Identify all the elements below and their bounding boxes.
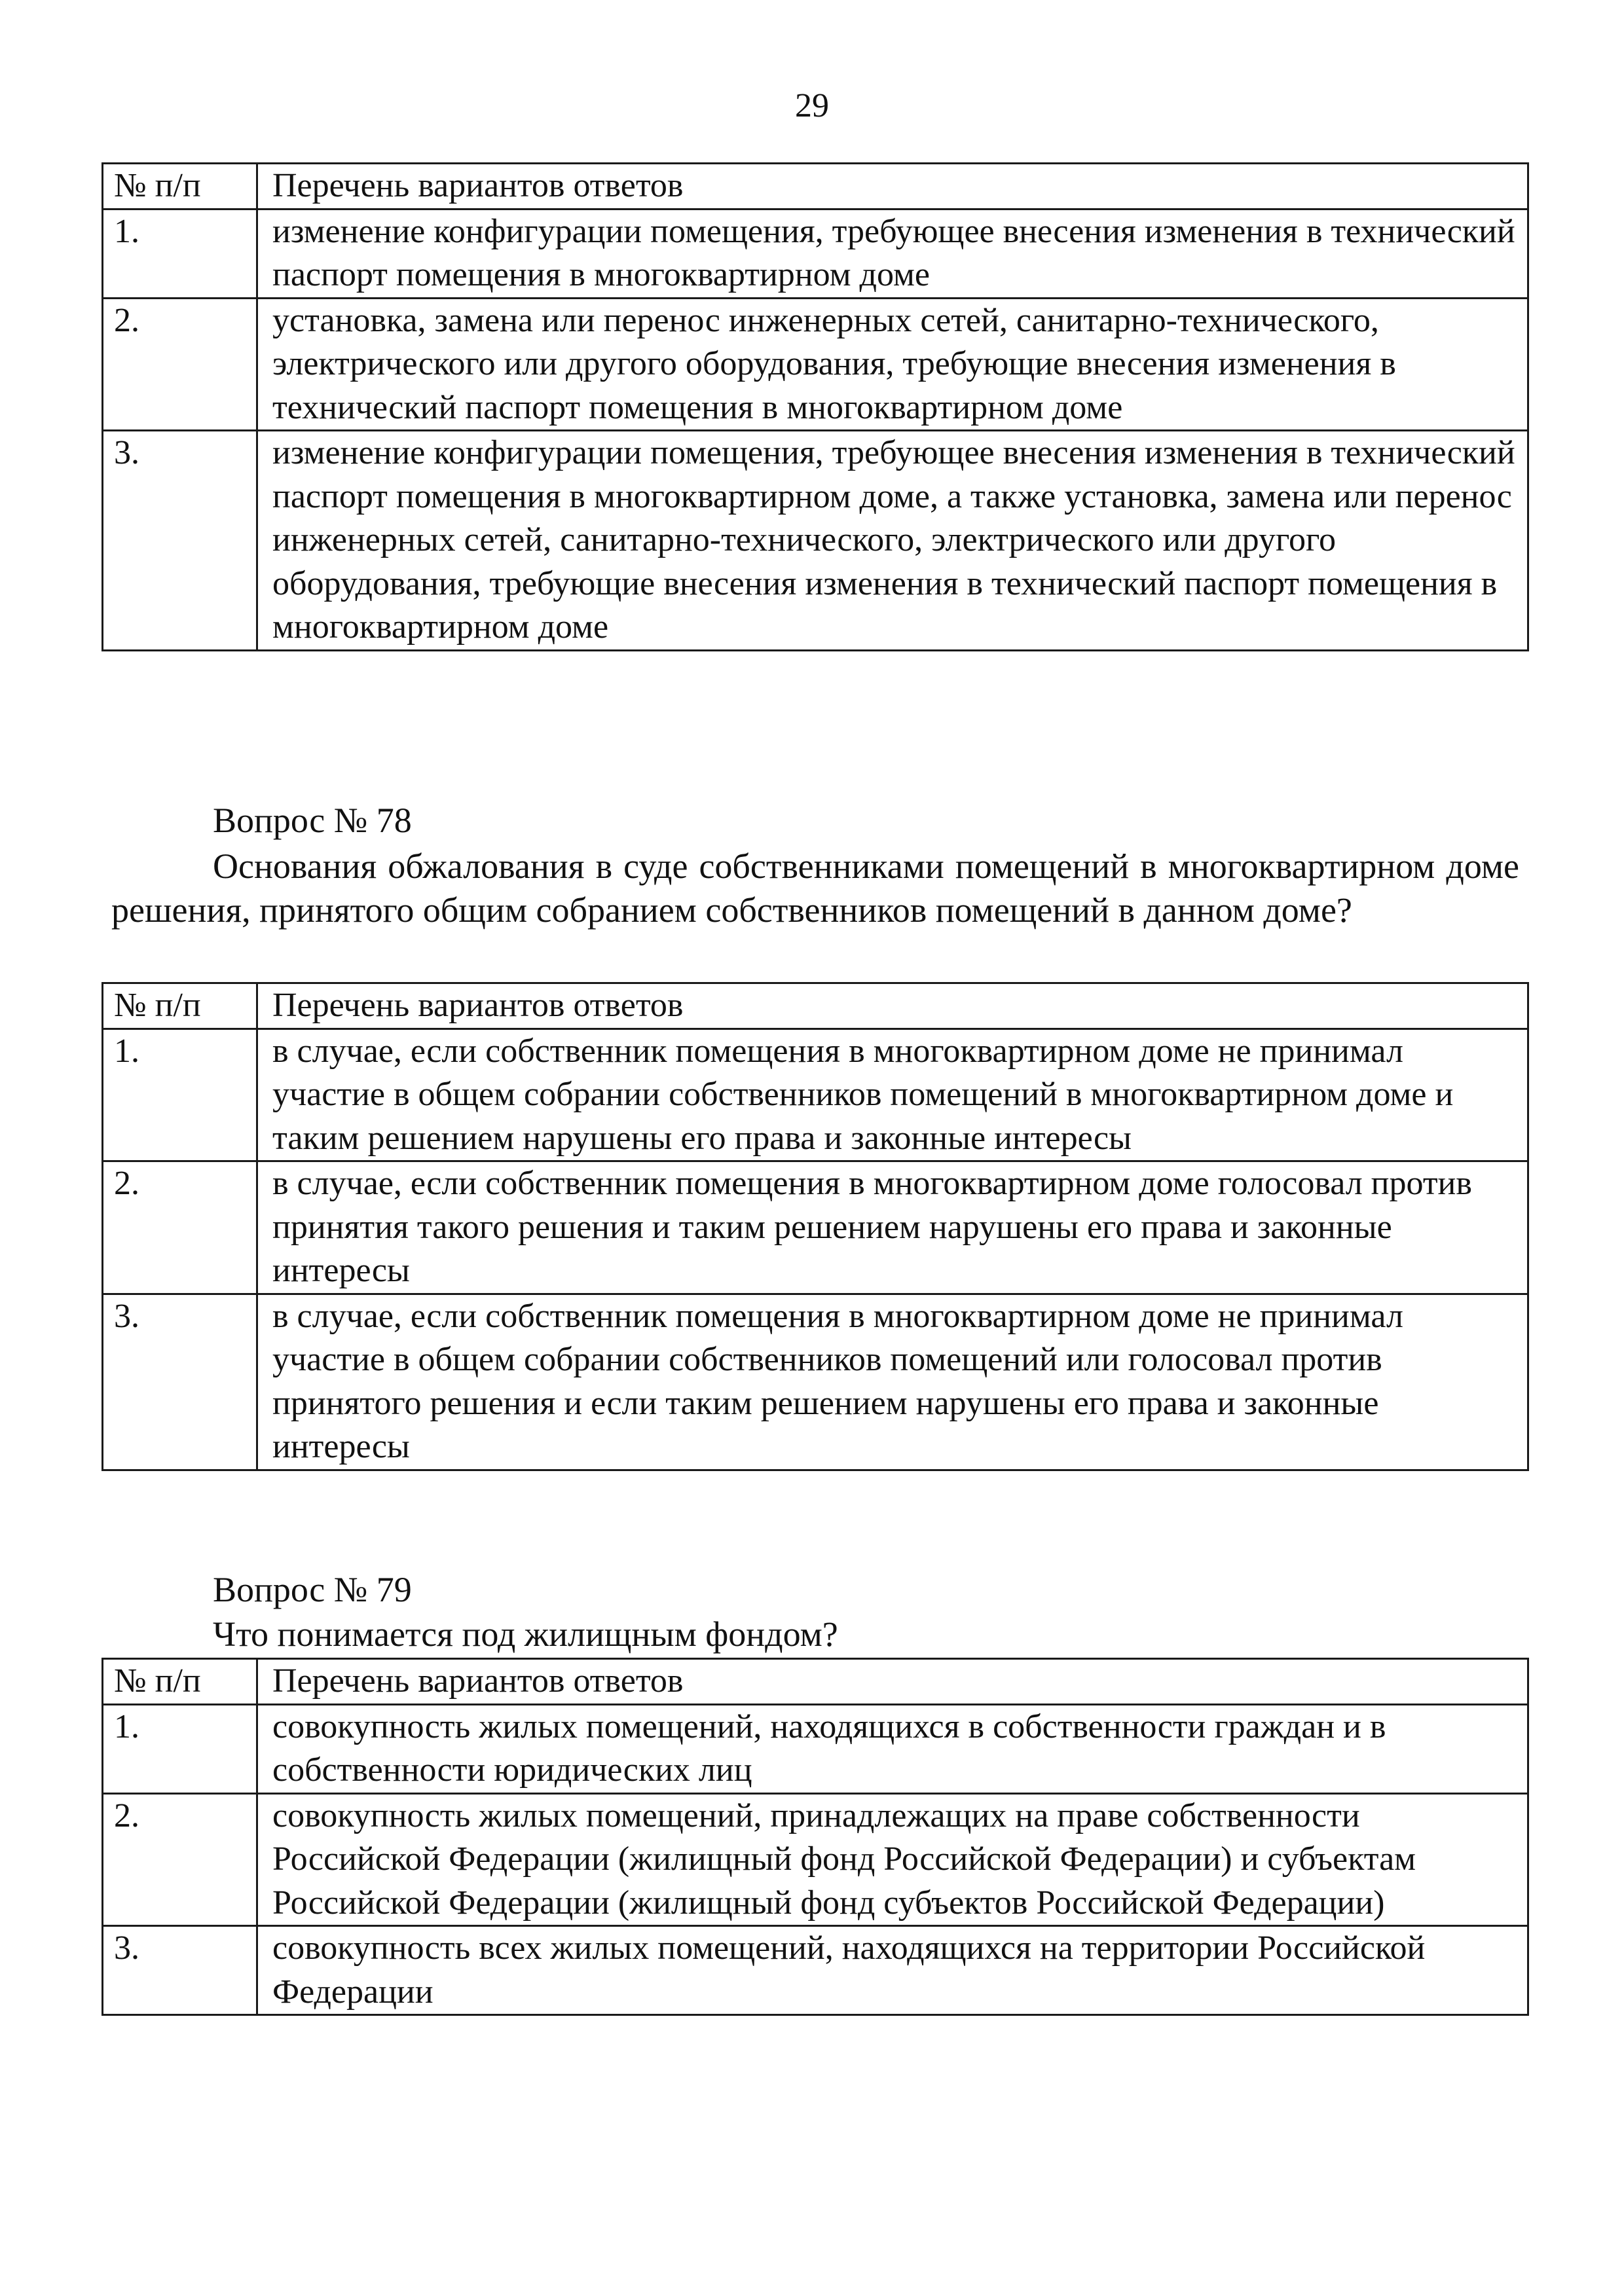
row-text: в случае, если собственник помещения в многоквартирном доме не принимал участие в общем собрании собственников помещений в многоквартирном доме и таким решением нарушены его права и законные интересы <box>257 1029 1528 1161</box>
question-79-text: Что понимается под жилищным фондом? <box>213 1614 838 1654</box>
row-text: в случае, если собственник помещения в многоквартирном доме голосовал против принятия такого решения и таким решением нарушены его права и законные интересы <box>257 1161 1528 1294</box>
question-78-text: Основания обжалования в суде собственниками помещений в многоквартирном доме решения, принятого общим собранием собственников помещений в данном доме? <box>111 847 1519 930</box>
row-text: в случае, если собственник помещения в многоквартирном доме не принимал участие в общем собрании собственников помещений или голосовал против принятого решения и если таким решением нарушены его права и законные интересы <box>257 1294 1528 1470</box>
row-text: установка, замена или перенос инженерных сетей, санитарно-технического, электрического или другого оборудования, требующие внесения изменения в технический паспорт помещения в многоквартирном доме <box>257 298 1528 431</box>
header-num: № п/п <box>103 983 257 1029</box>
page-number: 29 <box>795 87 829 124</box>
row-num: 1. <box>103 209 257 298</box>
answers-table-q77 <box>101 162 1529 651</box>
header-answers: Перечень вариантов ответов <box>257 1659 1528 1705</box>
table-header-row <box>103 1659 1528 1705</box>
table-row <box>103 1029 1528 1161</box>
table-row <box>103 1294 1528 1470</box>
row-num: 2. <box>103 1793 257 1926</box>
row-num: 3. <box>103 431 257 651</box>
row-text: совокупность жилых помещений, находящихся в собственности граждан и в собственности юридических лиц <box>257 1704 1528 1793</box>
table-row <box>103 1161 1528 1294</box>
row-num: 1. <box>103 1029 257 1161</box>
row-text: изменение конфигурации помещения, требующее внесения изменения в технический паспорт помещения в многоквартирном доме <box>257 209 1528 298</box>
row-text: совокупность жилых помещений, принадлежащих на праве собственности Российской Федерации (жилищный фонд Российской Федерации) и субъектам Российской Федерации (жилищный фонд субъектов Российской Федерации) <box>257 1793 1528 1926</box>
row-text: изменение конфигурации помещения, требующее внесения изменения в технический паспорт помещения в многоквартирном доме, а также установка, замена или перенос инженерных сетей, санитарно-технического, электрического или другого оборудования, требующие внесения изменения в технический паспорт помещения в многоквартирном доме <box>257 431 1528 651</box>
row-num: 3. <box>103 1926 257 2015</box>
answers-table-q79 <box>101 1658 1529 2016</box>
question-79-label: Вопрос № 79 <box>213 1570 412 1609</box>
question-78-label: Вопрос № 78 <box>213 801 412 840</box>
header-num: № п/п <box>103 164 257 210</box>
table-row <box>103 209 1528 298</box>
table-row <box>103 1704 1528 1793</box>
table-row <box>103 1793 1528 1926</box>
table-header-row <box>103 983 1528 1029</box>
row-num: 3. <box>103 1294 257 1470</box>
row-num: 2. <box>103 1161 257 1294</box>
table-row <box>103 1926 1528 2015</box>
row-num: 2. <box>103 298 257 431</box>
table-row <box>103 298 1528 431</box>
table-row <box>103 431 1528 651</box>
header-num: № п/п <box>103 1659 257 1705</box>
row-text: совокупность всех жилых помещений, находящихся на территории Российской Федерации <box>257 1926 1528 2015</box>
header-answers: Перечень вариантов ответов <box>257 164 1528 210</box>
table-header-row <box>103 164 1528 210</box>
row-num: 1. <box>103 1704 257 1793</box>
answers-table-q78 <box>101 982 1529 1471</box>
header-answers: Перечень вариантов ответов <box>257 983 1528 1029</box>
